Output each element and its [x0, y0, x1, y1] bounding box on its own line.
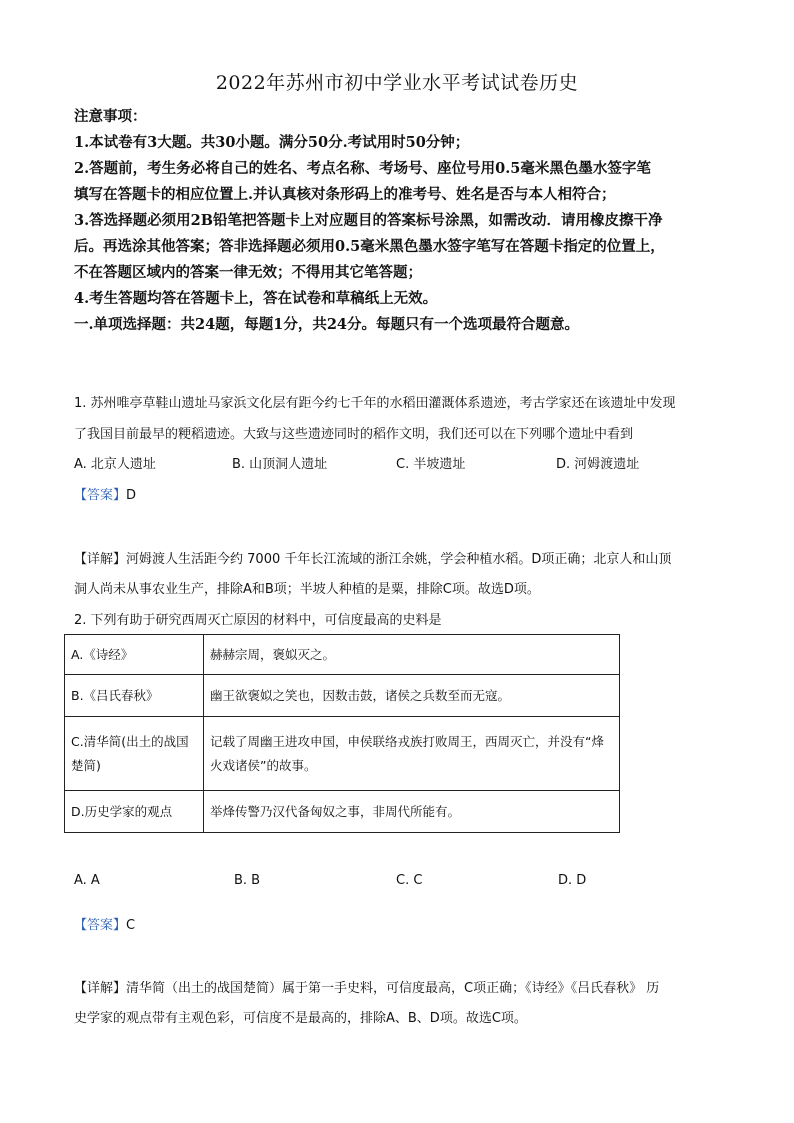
exam-notes [74, 104, 724, 338]
detail-text: 河姆渡人生活距今约 7000 千年长江流域的浙江余姚，学会种植水稻。D项正确；北京人和山顶 [126, 552, 672, 567]
table-row [65, 717, 620, 791]
q2-detail-line2: 史学家的观点带有主观色彩，可信度不是最高的，排除A、B、D项。故选C项。 [74, 1011, 527, 1026]
content-cell: 幽王欲褒姒之笑也，因数击鼓，诸侯之兵数至而无寇。 [204, 675, 620, 717]
content-cell: 记载了周幽王进攻申国，申侯联络戎族打败周王，西周灭亡，并没有“烽火戏诸侯”的故事。 [204, 717, 620, 791]
detail-tag: 【详解】 [74, 552, 127, 567]
q1-detail-line1 [74, 548, 671, 567]
q2-option-c: C. C [396, 873, 423, 888]
q1-answer [74, 484, 136, 503]
q1-option-a: A. 北京人遗址 [74, 457, 156, 472]
page-title: 2022年苏州市初中学业水平考试试卷历史 [215, 72, 579, 94]
notes-line: 不在答题区域内的答案一律无效；不得用其它笔答题； [74, 264, 422, 281]
content-cell: 举烽传警乃汉代备匈奴之事，非周代所能有。 [204, 791, 620, 833]
q2-option-d: D. D [558, 873, 587, 888]
table-row [65, 635, 620, 675]
detail-text: 清华简（出土的战国楚简）属于第一手史料，可信度最高，C项正确；《诗经》《吕氏春秋》 历 [126, 981, 660, 996]
notes-line: 3.答选择题必须用2B铅笔把答题卡上对应题目的答案标号涂黑，如需改动．请用橡皮擦干净 [74, 212, 663, 229]
q2-option-a: A. A [74, 873, 100, 888]
q1-stem-line1: 1. 苏州唯亭草鞋山遗址马家浜文化层有距今约七千年的水稻田灌溉体系遗迹，考古学家还在该遗址中发现 [74, 396, 676, 411]
source-cell: D.历史学家的观点 [65, 791, 204, 833]
q2-source-table [64, 634, 620, 833]
q1-option-c: C. 半坡遗址 [396, 457, 466, 472]
table-row [65, 791, 620, 833]
answer-tag: 【答案】 [74, 488, 127, 503]
source-cell: A.《诗经》 [65, 635, 204, 675]
table-row [65, 675, 620, 717]
notes-line: 后。再选涂其他答案；答非选择题必须用0.5毫米黑色墨水签字笔写在答题卡指定的位置上， [74, 238, 665, 255]
q2-answer [74, 914, 135, 933]
detail-tag: 【详解】 [74, 981, 127, 996]
notes-line: 填写在答题卡的相应位置上.并认真核对条形码上的准考号、姓名是否与本人相符合； [74, 186, 616, 203]
q2-option-b: B. B [234, 873, 261, 888]
answer-value: D [126, 488, 137, 503]
source-cell: B.《吕氏春秋》 [65, 675, 204, 717]
q1-detail-line2: 洞人尚未从事农业生产，排除A和B项；半坡人种植的是粟，排除C项。故选D项。 [74, 582, 540, 597]
q1-option-d: D. 河姆渡遗址 [556, 457, 640, 472]
q2-detail-line1 [74, 977, 659, 996]
notes-line: 1.本试卷有3大题。共30小题。满分50分.考试用时50分钟； [74, 134, 470, 151]
notes-line: 2.答题前，考生务必将自己的姓名、考点名称、考场号、座位号用0.5毫米黑色墨水签字笔 [74, 160, 651, 177]
answer-tag: 【答案】 [74, 918, 127, 933]
notes-line: 4.考生答题均答在答题卡上，答在试卷和草稿纸上无效。 [74, 290, 438, 307]
notes-heading: 注意事项： [74, 108, 147, 125]
section-heading: 一.单项选择题：共24题，每题1分，共24分。每题只有一个选项最符合题意。 [74, 316, 579, 333]
q1-option-b: B. 山顶洞人遗址 [232, 457, 328, 472]
q1-stem-line2: 了我国目前最早的粳稻遗迹。大致与这些遗迹同时的稻作文明，我们还可以在下列哪个遗址中看到 [74, 427, 634, 442]
source-cell: C.清华简(出土的战国楚简) [65, 717, 204, 791]
q2-stem: 2. 下列有助于研究西周灭亡原因的材料中，可信度最高的史料是 [74, 613, 442, 628]
answer-value: C [126, 918, 136, 933]
content-cell: 赫赫宗周，褒姒灭之。 [204, 635, 620, 675]
